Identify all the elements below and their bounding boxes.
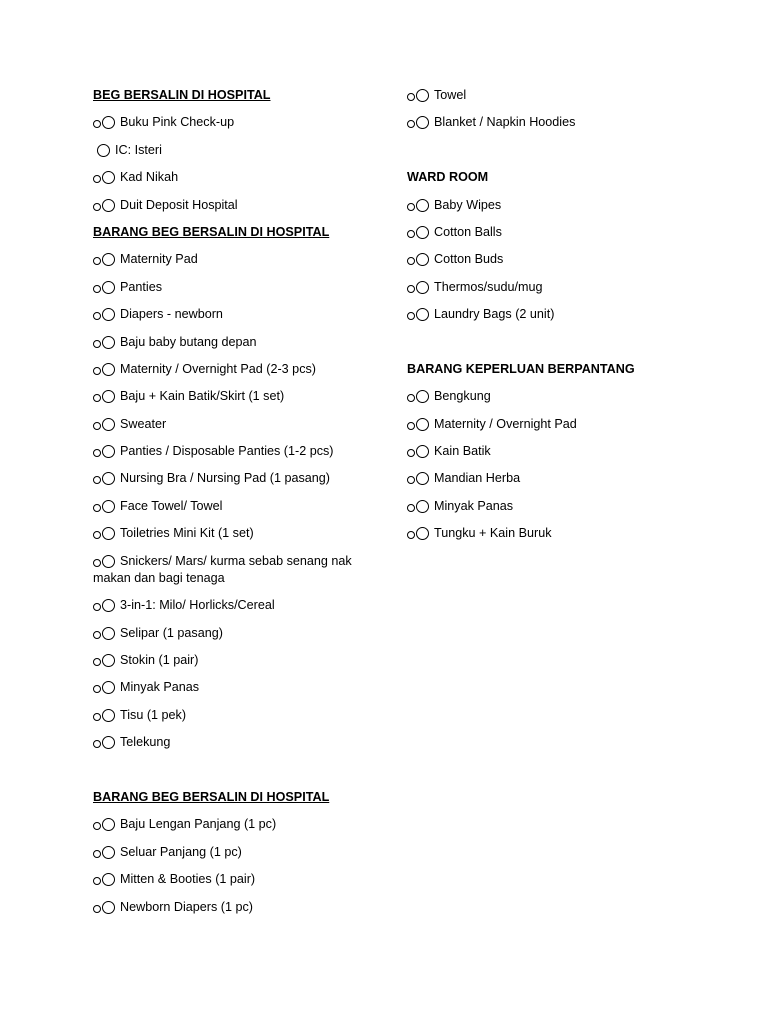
small-circle-icon <box>407 203 415 211</box>
small-circle-icon <box>93 175 101 183</box>
checkbox-circle-icon[interactable] <box>416 253 429 266</box>
checkbox-circle-icon[interactable] <box>416 418 429 431</box>
checklist-item[interactable] <box>93 251 383 268</box>
small-circle-icon <box>93 340 101 348</box>
small-circle-icon <box>93 822 101 830</box>
small-circle-icon <box>93 685 101 693</box>
item-label: Mandian Herba <box>434 471 521 486</box>
checkbox-circle-icon[interactable] <box>102 500 115 513</box>
checklist-item[interactable] <box>93 361 383 378</box>
item-label: Minyak Panas <box>434 498 514 513</box>
checklist-item[interactable] <box>407 388 707 405</box>
item-label: Telekung <box>120 735 171 750</box>
checkbox-circle-icon[interactable] <box>102 363 115 376</box>
checklist-item[interactable] <box>97 142 383 159</box>
checklist-item[interactable] <box>93 416 383 433</box>
item-label: Snickers/ Mars/ kurma sebab senang nak makan dan bagi tenaga <box>93 553 352 585</box>
checklist-item[interactable] <box>93 625 383 642</box>
checkbox-circle-icon[interactable] <box>416 226 429 239</box>
checkbox-circle-icon[interactable] <box>102 308 115 321</box>
small-circle-icon <box>407 476 415 484</box>
checklist-item[interactable] <box>407 87 707 104</box>
checklist-item[interactable] <box>93 707 383 724</box>
checkbox-circle-icon[interactable] <box>416 308 429 321</box>
checklist-item[interactable] <box>93 306 383 323</box>
checkbox-circle-icon[interactable] <box>102 171 115 184</box>
checklist-item[interactable] <box>93 279 383 296</box>
small-circle-icon <box>93 504 101 512</box>
checklist-item[interactable] <box>93 597 383 614</box>
small-circle-icon <box>93 367 101 375</box>
checklist-item[interactable] <box>93 498 383 515</box>
checklist-item[interactable] <box>407 443 707 460</box>
checklist-item[interactable] <box>93 169 383 186</box>
small-circle-icon <box>93 257 101 265</box>
small-circle-icon <box>93 285 101 293</box>
item-label: Baby Wipes <box>434 197 502 212</box>
checklist-item[interactable] <box>93 388 383 405</box>
checklist-item[interactable] <box>93 553 383 587</box>
small-circle-icon <box>407 285 415 293</box>
spacer <box>93 762 383 789</box>
small-circle-icon <box>93 120 101 128</box>
small-circle-icon <box>407 257 415 265</box>
right-column <box>407 87 707 553</box>
item-label: Panties <box>120 279 163 294</box>
item-label: Baju baby butang depan <box>120 334 257 349</box>
item-label: Tisu (1 pek) <box>120 707 187 722</box>
item-label: Towel <box>434 88 467 102</box>
small-circle-icon <box>93 631 101 639</box>
small-circle-icon <box>93 312 101 320</box>
small-circle-icon <box>407 394 415 402</box>
section-heading-beg-bersalin: BEG BERSALIN DI HOSPITAL <box>93 88 271 102</box>
checklist-item[interactable] <box>93 114 383 131</box>
checklist-item[interactable] <box>407 470 707 487</box>
checkbox-circle-icon[interactable] <box>102 846 115 859</box>
small-circle-icon <box>407 422 415 430</box>
item-label: Baju + Kain Batik/Skirt (1 set) <box>120 389 285 404</box>
spacer <box>407 142 707 169</box>
item-label: Blanket / Napkin Hoodies <box>434 115 576 130</box>
small-circle-icon <box>93 422 101 430</box>
item-label: Duit Deposit Hospital <box>120 197 238 212</box>
item-label: Sweater <box>120 416 167 431</box>
item-label: Kad Nikah <box>120 170 179 185</box>
item-label: Panties / Disposable Panties (1-2 pcs) <box>120 444 334 459</box>
checklist-item[interactable] <box>93 844 383 861</box>
item-label: Tungku + Kain Buruk <box>434 526 552 541</box>
item-label: Minyak Panas <box>120 680 200 695</box>
checklist-item[interactable] <box>93 899 383 916</box>
checklist-item[interactable] <box>407 224 707 241</box>
checkbox-circle-icon[interactable] <box>102 281 115 294</box>
checkbox-circle-icon[interactable] <box>102 472 115 485</box>
small-circle-icon <box>93 531 101 539</box>
item-label: Cotton Buds <box>434 252 504 267</box>
checklist-item[interactable] <box>407 279 707 296</box>
checkbox-circle-icon[interactable] <box>102 627 115 640</box>
checkbox-circle-icon[interactable] <box>102 873 115 886</box>
item-label: Face Towel/ Towel <box>120 498 223 513</box>
small-circle-icon <box>407 230 415 238</box>
checklist-item[interactable] <box>93 871 383 888</box>
checkbox-circle-icon[interactable] <box>102 116 115 129</box>
checklist-item[interactable] <box>93 470 383 487</box>
item-label: Cotton Balls <box>434 224 502 239</box>
small-circle-icon <box>93 449 101 457</box>
small-circle-icon <box>407 312 415 320</box>
item-label: Maternity / Overnight Pad (2-3 pcs) <box>120 361 316 376</box>
section-heading-berpantang: BARANG KEPERLUAN BERPANTANG <box>407 361 635 376</box>
checklist-item[interactable] <box>93 443 383 460</box>
checkbox-circle-icon[interactable] <box>102 336 115 349</box>
checklist-item[interactable] <box>93 652 383 669</box>
small-circle-icon <box>407 504 415 512</box>
section-heading-barang-beg: BARANG BEG BERSALIN DI HOSPITAL <box>93 224 330 239</box>
small-circle-icon <box>93 877 101 885</box>
checkbox-circle-icon[interactable] <box>416 89 429 102</box>
checkbox-circle-icon[interactable] <box>102 555 115 568</box>
item-label: Seluar Panjang (1 pc) <box>120 844 242 859</box>
checkbox-circle-icon[interactable] <box>416 199 429 212</box>
checkbox-circle-icon[interactable] <box>102 445 115 458</box>
small-circle-icon <box>93 740 101 748</box>
checkbox-circle-icon[interactable] <box>102 709 115 722</box>
checkbox-circle-icon[interactable] <box>416 281 429 294</box>
checkbox-circle-icon[interactable] <box>102 199 115 212</box>
checkbox-circle-icon[interactable] <box>102 818 115 831</box>
checkbox-circle-icon[interactable] <box>102 253 115 266</box>
checklist-item[interactable] <box>407 498 707 515</box>
small-circle-icon <box>93 713 101 721</box>
checklist-item[interactable] <box>93 734 383 751</box>
small-circle-icon <box>93 476 101 484</box>
checkbox-circle-icon[interactable] <box>416 500 429 513</box>
item-label: Laundry Bags (2 unit) <box>434 307 555 322</box>
item-label: Maternity Pad <box>120 252 198 267</box>
small-circle-icon <box>407 531 415 539</box>
item-label: Thermos/sudu/mug <box>434 279 543 294</box>
item-label: 3-in-1: Milo/ Horlicks/Cereal <box>120 598 275 613</box>
item-label: Bengkung <box>434 389 491 404</box>
left-column <box>93 87 383 926</box>
spacer <box>407 334 707 361</box>
checkbox-circle-icon[interactable] <box>102 654 115 667</box>
checklist-item[interactable] <box>407 251 707 268</box>
checkbox-circle-icon[interactable] <box>102 736 115 749</box>
small-circle-icon <box>93 203 101 211</box>
small-circle-icon <box>407 93 415 101</box>
item-label: Newborn Diapers (1 pc) <box>120 899 253 914</box>
checklist-item[interactable] <box>93 816 383 833</box>
item-label: Diapers - newborn <box>120 307 223 322</box>
checklist-item[interactable] <box>93 334 383 351</box>
checkbox-circle-icon[interactable] <box>102 527 115 540</box>
item-label: Kain Batik <box>434 444 491 459</box>
checkbox-circle-icon[interactable] <box>416 116 429 129</box>
item-label: Stokin (1 pair) <box>120 653 199 668</box>
checklist-item[interactable] <box>407 306 707 323</box>
checklist-item[interactable] <box>93 525 383 542</box>
small-circle-icon <box>93 603 101 611</box>
small-circle-icon <box>93 850 101 858</box>
item-label: Selipar (1 pasang) <box>120 625 223 640</box>
checkbox-circle-icon[interactable] <box>102 681 115 694</box>
checkbox-circle-icon[interactable] <box>416 527 429 540</box>
checkbox-circle-icon[interactable] <box>416 445 429 458</box>
checkbox-circle-icon[interactable] <box>416 472 429 485</box>
checkbox-circle-icon[interactable] <box>102 418 115 431</box>
checkbox-circle-icon[interactable] <box>102 390 115 403</box>
section-heading-barang-beg-baby: BARANG BEG BERSALIN DI HOSPITAL <box>93 789 330 804</box>
checkbox-circle-icon[interactable] <box>416 390 429 403</box>
checkbox-circle-icon[interactable] <box>97 144 110 157</box>
checklist-item[interactable] <box>407 114 707 131</box>
checklist-item[interactable] <box>407 416 707 433</box>
section-heading-ward-room: WARD ROOM <box>407 170 489 185</box>
checklist-item[interactable] <box>407 197 707 214</box>
item-label: Nursing Bra / Nursing Pad (1 pasang) <box>120 471 330 486</box>
small-circle-icon <box>93 559 101 567</box>
checkbox-circle-icon[interactable] <box>102 901 115 914</box>
checklist-item[interactable] <box>93 197 383 214</box>
checklist-item[interactable] <box>93 679 383 696</box>
small-circle-icon <box>93 658 101 666</box>
item-label: Maternity / Overnight Pad <box>434 416 577 431</box>
small-circle-icon <box>93 905 101 913</box>
small-circle-icon <box>93 394 101 402</box>
small-circle-icon <box>407 449 415 457</box>
item-label: Mitten & Booties (1 pair) <box>120 872 256 887</box>
checklist-item[interactable] <box>407 525 707 542</box>
item-label: IC: Isteri <box>115 142 162 157</box>
checkbox-circle-icon[interactable] <box>102 599 115 612</box>
small-circle-icon <box>407 120 415 128</box>
item-label: Buku Pink Check-up <box>120 115 235 130</box>
item-label: Toiletries Mini Kit (1 set) <box>120 526 254 541</box>
item-label: Baju Lengan Panjang (1 pc) <box>120 817 277 832</box>
